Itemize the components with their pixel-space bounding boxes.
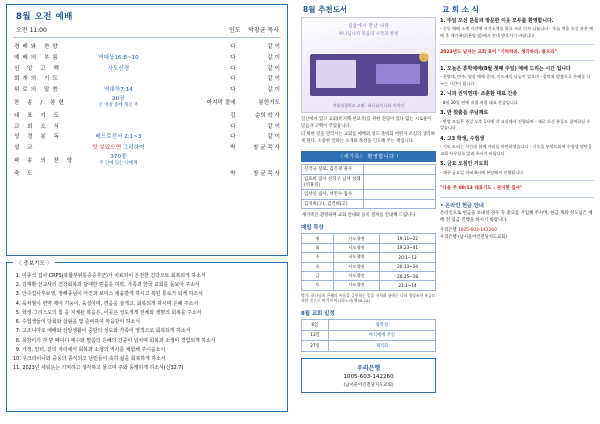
recommended-book-column <box>301 4 436 420</box>
book-description-line-2: 더 위한 것을 멀리서는 교회를 예배와 성도 준비되 어떤지 조심의 생각하게 된다. 소중한 일하는 소개와 묵상을 인도해 주는 책입니다. <box>301 132 436 144</box>
worship-order-table <box>13 41 281 178</box>
church-news-column <box>440 4 594 420</box>
table-row: 수 사도행전 20:1~12 <box>302 253 436 262</box>
divider <box>440 197 594 198</box>
poster-footer-text: 여름성경학교 교재 · 하나님의 나라 이야기 <box>332 103 405 108</box>
new-family-caption: 새가족은 환영하며 교회 안내와 등록 절차를 안내해 드립니다 <box>302 213 416 219</box>
table-row: 김지희(고), 김건희(고) <box>302 199 436 209</box>
table-row: 임서인 집사, 서민수 집사 <box>302 190 436 200</box>
list-item: 6. 수험생들이 당회와 살핌을 및 준비하여 마음같이 하소서 <box>22 318 281 327</box>
daily-devotion-table <box>301 233 436 290</box>
august-schedule-title: 8월 교회 일정 <box>301 311 335 317</box>
news-heading: 4. 고3 학생, 수험생 <box>440 135 485 142</box>
new-family-table <box>301 164 436 209</box>
hymn-number: 20장 <box>112 95 125 102</box>
poster-top-text: 십삼에서 만난 나라 <box>347 24 390 29</box>
worship-leader: 인도 박창균 목사 <box>228 27 279 34</box>
table-row: 파 송 의 찬 양 370장 주 안에 있는 나에게 <box>13 152 281 167</box>
bank-account-holder: (남서울어린전당지도교회) <box>343 382 394 388</box>
table-row: 토 사도행전 21:1~14 <box>302 281 436 290</box>
book-description <box>301 117 436 146</box>
section-title-news: 교 회 소 식 <box>442 5 479 14</box>
table-row: 27일 제직회 <box>302 341 436 352</box>
worship-subline <box>16 25 279 34</box>
offering-bank-label: 우리은행 <box>440 228 457 234</box>
news-heading: 1. 주일 오신 분들과 방문한 이웃 모두를 환영합니다. <box>440 18 554 24</box>
book-poster <box>301 17 436 113</box>
news-detail: - 기도 드리는 시간과 함께 자리를 마련하였습니다 - 기도를 부탁드리며 수험생 명단을 교회 사무실로 알려 주시기 바랍니다 <box>440 144 592 156</box>
news-item <box>440 17 594 40</box>
year-slogan: 2023년도 남자는 교회 표어 "기억하라, 생각하라, 물으라" <box>440 49 558 55</box>
poster-illustration <box>310 54 428 96</box>
table-row: 교 회 소 식 다 같 이 <box>14 123 280 130</box>
news-heading: 2. 니과 권익연대· 조훈환 대표 간증 <box>440 91 518 98</box>
list-item: 10. 우크라이나와 중동의 종식되고 난민들이 속히 삶을 회복하게 하소서 <box>13 355 166 362</box>
news-item-highlight <box>440 49 594 56</box>
list-item: 7. 고조니아로 예배와 신앙생활이 중단의 성도와 가족이 영적으로 회복되게 하소서 <box>22 327 281 336</box>
poster-dot-decoration <box>419 52 429 62</box>
table-row: 대 표 기 도 김 순희 학 사 <box>14 112 280 119</box>
divider <box>440 60 594 61</box>
worship-order-box <box>6 4 288 256</box>
closing-hymn-number: 370장 <box>110 153 127 160</box>
offering-bank-line-2: 우리은행 (남서울어린전당지도교회) <box>440 235 508 241</box>
divider <box>440 180 594 181</box>
devotion-memory-verse: 암기: 하나님의 은혜의 복음을 증언하는 일을 마치려 함에는 나의 생명조차 조금도 귀한 것으로 여기지 아니하노라(행20:24) <box>301 292 436 304</box>
online-offering-title: • 온라인 헌금 안내 <box>440 202 484 209</box>
table-row: 축 도 박 창 균 목 사 <box>14 170 280 177</box>
table-row: 13일 야식예배 주일 <box>302 330 436 341</box>
news-detail: - 매주 금요일 저녁 8시에 본당에서 진행됩니다 <box>440 169 524 175</box>
worship-title: 8월 오전 예배 <box>16 12 73 22</box>
section-title-book: 8월 추천도서 <box>303 5 348 14</box>
prayer-list <box>13 272 281 373</box>
sermon-title: 맛 보았으면 <box>92 145 122 152</box>
table-row: 성 경 봉 독 베드로전서 2:1~3 다 같 이 <box>14 134 280 141</box>
news-detail: - 8월 20일 연예 직접 직접 대표 간증입니다 <box>440 99 518 105</box>
news-list <box>440 17 594 198</box>
offering-contact-block <box>440 228 594 242</box>
closing-hymn-title: 주 안에 있는 나에게 <box>99 160 138 166</box>
news-heading: 5. 금요 오침인 기도회 <box>440 161 489 168</box>
table-row: 신 앙 고 백 사도신경 다 같 이 <box>14 65 280 72</box>
prayer-box-title: 〈 중보기도 〉 <box>13 259 55 267</box>
table-row: 화 사도행전 19:23~41 <box>302 243 436 252</box>
divider-line <box>13 37 281 38</box>
hymn-title: 온 영창 중에 계신 주 <box>98 102 139 108</box>
table-row: 신국규 장로, 김은경 권사 <box>302 165 436 175</box>
offering-bank-box <box>301 358 436 393</box>
table-row: 경배와 찬양 다 같 이 <box>14 44 280 51</box>
table-row: 예배의 부름 역대상16:8~10 다 같 이 <box>14 55 280 62</box>
table-row: 설 교 맛 보았으면 그리하여 박 창 균 목 사 <box>14 145 280 152</box>
worship-time: 오전 11:00 <box>16 27 47 34</box>
table-row: 회개의 기도 다 같 이 <box>14 76 280 83</box>
table-row: 6일 광복절 <box>302 320 436 331</box>
new-family-banner: 〈새가족〉 환영합니다 ! <box>301 151 436 162</box>
online-offering-text: 온라인으로 헌금을 보내실 경우 꼭 중요를 기입해 주시며, 헌금 계좌 성도님은 예배 전 입금 진행을 하시기 바랍니다. <box>440 211 593 224</box>
bank-account-number: 1005-603-142260 <box>343 373 394 380</box>
table-row: 목 사도행전 20:13~24 <box>302 262 436 271</box>
left-panel <box>0 0 293 424</box>
list-item: 11. 2023년 세워둔는 기억하고 생각하고 물으며 주와 동행하게 하소서(신32:7) <box>13 365 184 372</box>
next-week-prayer-text: "다음 주 08/13 대표기도 : 권지현 집사" <box>440 186 523 192</box>
list-item: 9. 가정, 일터, 같의 자리에서 회복과 소생의 역사를 체험해 주시옵소서 <box>22 346 281 355</box>
news-detail: - 반별 모임은 주일 오후 1시에 각 교실에서 진행되며 - 새로 오신 분들도 참여하실 수 있습니다 <box>440 118 591 131</box>
book-description-line-1: 일산에서 있고 교회(비지백·선교사)를 위한 전형이 있다 않는 시로운이 믿음과 고백이 주었습니다. <box>301 117 432 129</box>
news-detail: - 찬양대, 반주, 영상 예배 준비, 기도제목 나눔이 있으며 - 음악과 말씀으로 은혜를 나누는 시간이 됩니다 <box>440 74 591 86</box>
next-week-prayer <box>440 185 594 192</box>
list-item: 3. 안수집사후보생, 정해종님이 아진과 보이스 세움받게 하시고 복된 통로가 되게 하소서 <box>22 290 281 299</box>
list-item: 4. 육차월이 면역 제어 기능이, 육성아며, 면음을 삼게고, 회복되게 하시며 은혜 주소서 <box>22 300 281 309</box>
intercessory-prayer-box <box>6 262 288 412</box>
list-item: 2. 김계환 선교사의 건강회복과 담대한 믿음을 허락, 가족과 한국 교회를 돌보아 주소서 <box>22 281 281 290</box>
online-offering-block <box>440 202 594 224</box>
news-item <box>440 90 594 106</box>
right-panel <box>297 0 600 424</box>
table-row: 월 사도행전 19:11~22 <box>302 234 436 243</box>
august-schedule-table <box>301 319 436 352</box>
bank-name: 우리은행 <box>356 364 381 372</box>
news-item <box>440 109 594 132</box>
table-row: 위로의 말씀 역대하7:14 다 같 이 <box>14 87 280 94</box>
list-item: 8. 목장이의 각 믿 페이디 예수와 말씀의 은혜의 간중이 넘치며 회복과 소생이 경험되게 하소서 <box>22 337 281 346</box>
table-row: 김효희 집사 신덕구 님사 성례(비휴의) <box>302 174 436 190</box>
news-heading: 3. 반 맞춤음 주님께로 <box>440 110 489 117</box>
poster-subtitle: 하나님나라 복음의 시작과 완성 <box>338 32 399 37</box>
sermon-title-2: 그리하여 <box>122 145 145 152</box>
offering-account-number: 1005-603-142260 <box>458 228 497 234</box>
list-item: 1. 이종석 집사 CRPS(복합부위통증증후군)가 치료되어 온전한 건강으로 회복되게 하소서 <box>22 272 281 281</box>
news-detail: - 중등 예배 소개 시간에 자기소개를 하고 서로 인사 나눕니다 - 오늘 처음 오신 분은 예배 후 새가족실(본당 옆)에서 안내 받으시기 바랍니다 <box>440 26 594 38</box>
news-item <box>440 135 594 158</box>
news-heading: 1. 오늘은 휴학예배(8월 첫째 주일) 예배 드리는 시간 입니다 <box>440 65 571 72</box>
list-item: 5. 학생·그리스도의 힘 을 지체된 복음은, 이곳은 성도게게 전체와 생명의 회복을 주소서 <box>22 309 281 318</box>
table-row: 찬 송 / 봉헌 20장 온 영창 중에 계신 주 마지막 절에 봉헌기도 <box>14 95 280 108</box>
table-row: 금 사도행전 20:25~38 <box>302 271 436 280</box>
news-item <box>440 65 594 88</box>
daily-devotion-title: 매일 묵상 <box>301 225 324 232</box>
news-item <box>440 160 594 176</box>
divider <box>440 44 594 45</box>
